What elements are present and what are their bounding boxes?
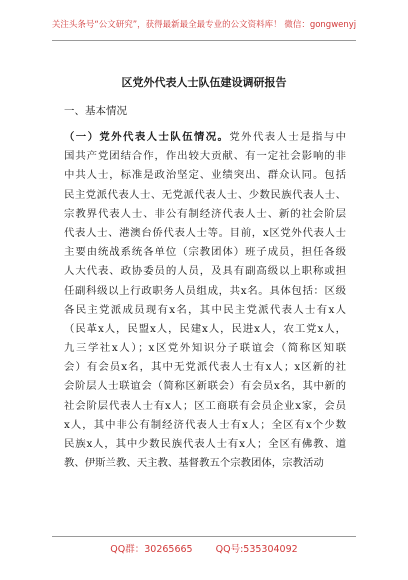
paragraph-line: 宗教界代表人士、非公有制经济代表人士、新的社会阶层 [64, 207, 346, 220]
paragraph-line: 代表人士、港澳台侨代表人士等。目前，x区党外代表人士 [64, 226, 346, 239]
header-promo-text: 关注头条号“公文研究”，获得最新最全最专业的公文资料库！ 微信：gongwenyj [51, 20, 357, 30]
qq-group-label: QQ群：30265665 [110, 544, 193, 555]
header-divider [52, 40, 356, 41]
paragraph-line: 各民主党派成员现有x名，其中民主党派代表人士有x人 [64, 303, 346, 316]
paragraph-line-text: 党外代表人士是指与中 [229, 131, 346, 143]
paragraph-line: 会）有会员x名，其中无党派代表人士有x人；x区新的社 [64, 361, 346, 374]
paragraph-line: 主要由统战系统各单位（宗教团体）班子成员，担任各级 [64, 246, 346, 259]
paragraph-line: 会阶层人士联谊会（简称区新联会）有会员x名，其中新的 [64, 380, 346, 393]
paragraph-line: x人，其中非公有制经济代表人士有x人；全区有x个少数 [64, 418, 346, 431]
paragraph-line: （民革x人，民盟x人，民建x人，民进x人，农工党x人， [64, 322, 346, 335]
paragraph-line: 国共产党团结合作，作出较大贡献、有一定社会影响的非 [64, 150, 346, 163]
section-heading: 一、基本情况 [64, 105, 127, 117]
body-paragraph [64, 128, 346, 473]
footer-contact [0, 541, 408, 555]
paragraph-line: 人大代表、政协委员的人员，及具有副高级以上职称或担 [64, 265, 346, 278]
paragraph-line: 民族x人，其中少数民族代表人士有x人；全区有佛教、道 [64, 438, 346, 450]
paragraph-line: 中共人士，标准是政治坚定、业绩突出、群众认同。包括 [64, 169, 346, 182]
paragraph-line: 任副科级以上行政职务人员组成，共x名。具体包括：区级 [64, 284, 346, 297]
footer-divider [52, 536, 356, 537]
paragraph-subheading: （一）党外代表人士队伍情况。 [64, 131, 230, 143]
document-title: 区党外代表人士队伍建设调研报告 [121, 76, 287, 89]
paragraph-line [64, 128, 346, 147]
paragraph-line: 民主党派代表人士、无党派代表人士、少数民族代表人士、 [64, 188, 346, 201]
paragraph-line: 九三学社x人）；x区党外知识分子联谊会（简称区知联 [64, 342, 346, 355]
qq-number-label: QQ号:535304092 [215, 544, 298, 555]
paragraph-line: 社会阶层代表人士有x人；区工商联有会员企业x家，会员 [64, 399, 346, 412]
paragraph-line: 教、伊斯兰教、天主教、基督教五个宗教团体，宗教活动 [64, 457, 324, 470]
